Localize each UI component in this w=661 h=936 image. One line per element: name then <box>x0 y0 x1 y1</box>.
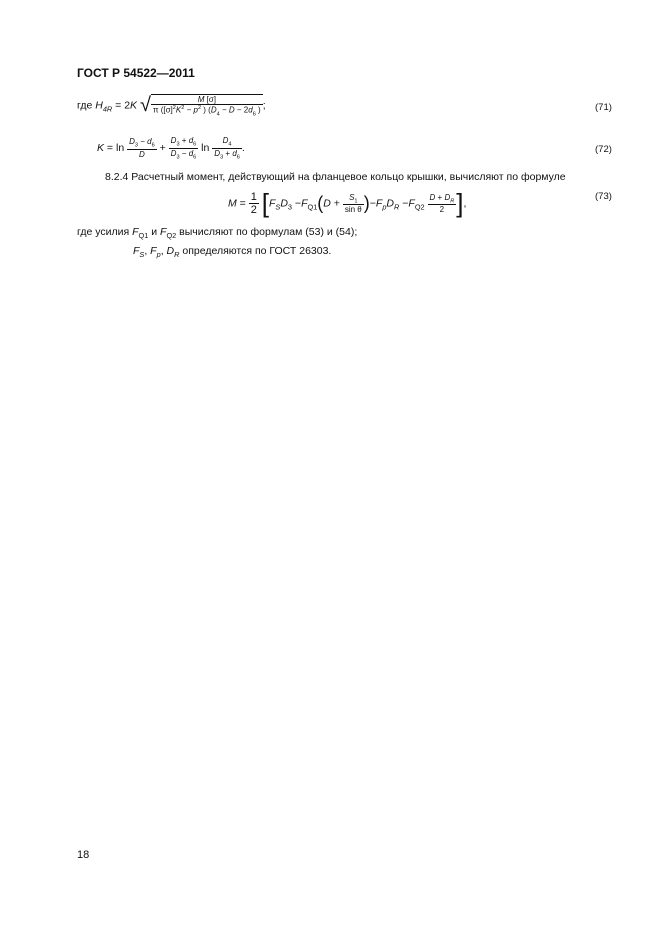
equation-number-72: (72) <box>595 144 612 155</box>
equation-number-73: (73) <box>595 191 612 202</box>
forces-label-c: вычисляют по формулам (53) и (54); <box>179 226 358 238</box>
gost-reference: $F_S$, $F_p$, $D_R$ определяются по ГОСТ 26303. <box>133 245 332 260</box>
forces-label-b: и <box>151 226 158 238</box>
paragraph-8-2-4: 8.2.4 Расчетный момент, действующий на фланцевое кольцо крышки, вычисляют по формуле <box>105 171 566 183</box>
equation-number-71: (71) <box>595 102 612 113</box>
formula-73: M = $\frac{1}{2}$ [$F_SD_3 -F_{Q1}(D$ + $\frac{S_1}{\text{sin θ}}$ )$-F_pD_R -F_{Q2}$ $\frac{D + D_R}{2}$ ], <box>228 188 467 218</box>
document-header: ГОСТ Р 54522—2011 <box>77 66 195 80</box>
formula-72: K = ln $\frac{D_3 - d_6}{D}$ + $\frac{D_3 + d_6}{D_3 - d_6}$ ln $\frac{D_4}{D_3 + d_6}$ . <box>97 136 245 161</box>
forces-label-a: где усилия <box>77 226 130 238</box>
formula-71: где $H_{4R} = 2K$ √ $\frac{M [\sigma]}{\pi ([\sigma]^2K^2 - p^2 ) (D_4 - D - 2d_6 )}$ ; <box>77 94 266 118</box>
gost-reference-text: определяются по ГОСТ 26303. <box>182 245 332 257</box>
where-label: где <box>77 99 93 112</box>
forces-definition: где усилия $F_{Q1}$ и $F_{Q2}$ вычисляют по формулам (53) и (54); <box>77 226 358 241</box>
page-number: 18 <box>77 849 90 861</box>
